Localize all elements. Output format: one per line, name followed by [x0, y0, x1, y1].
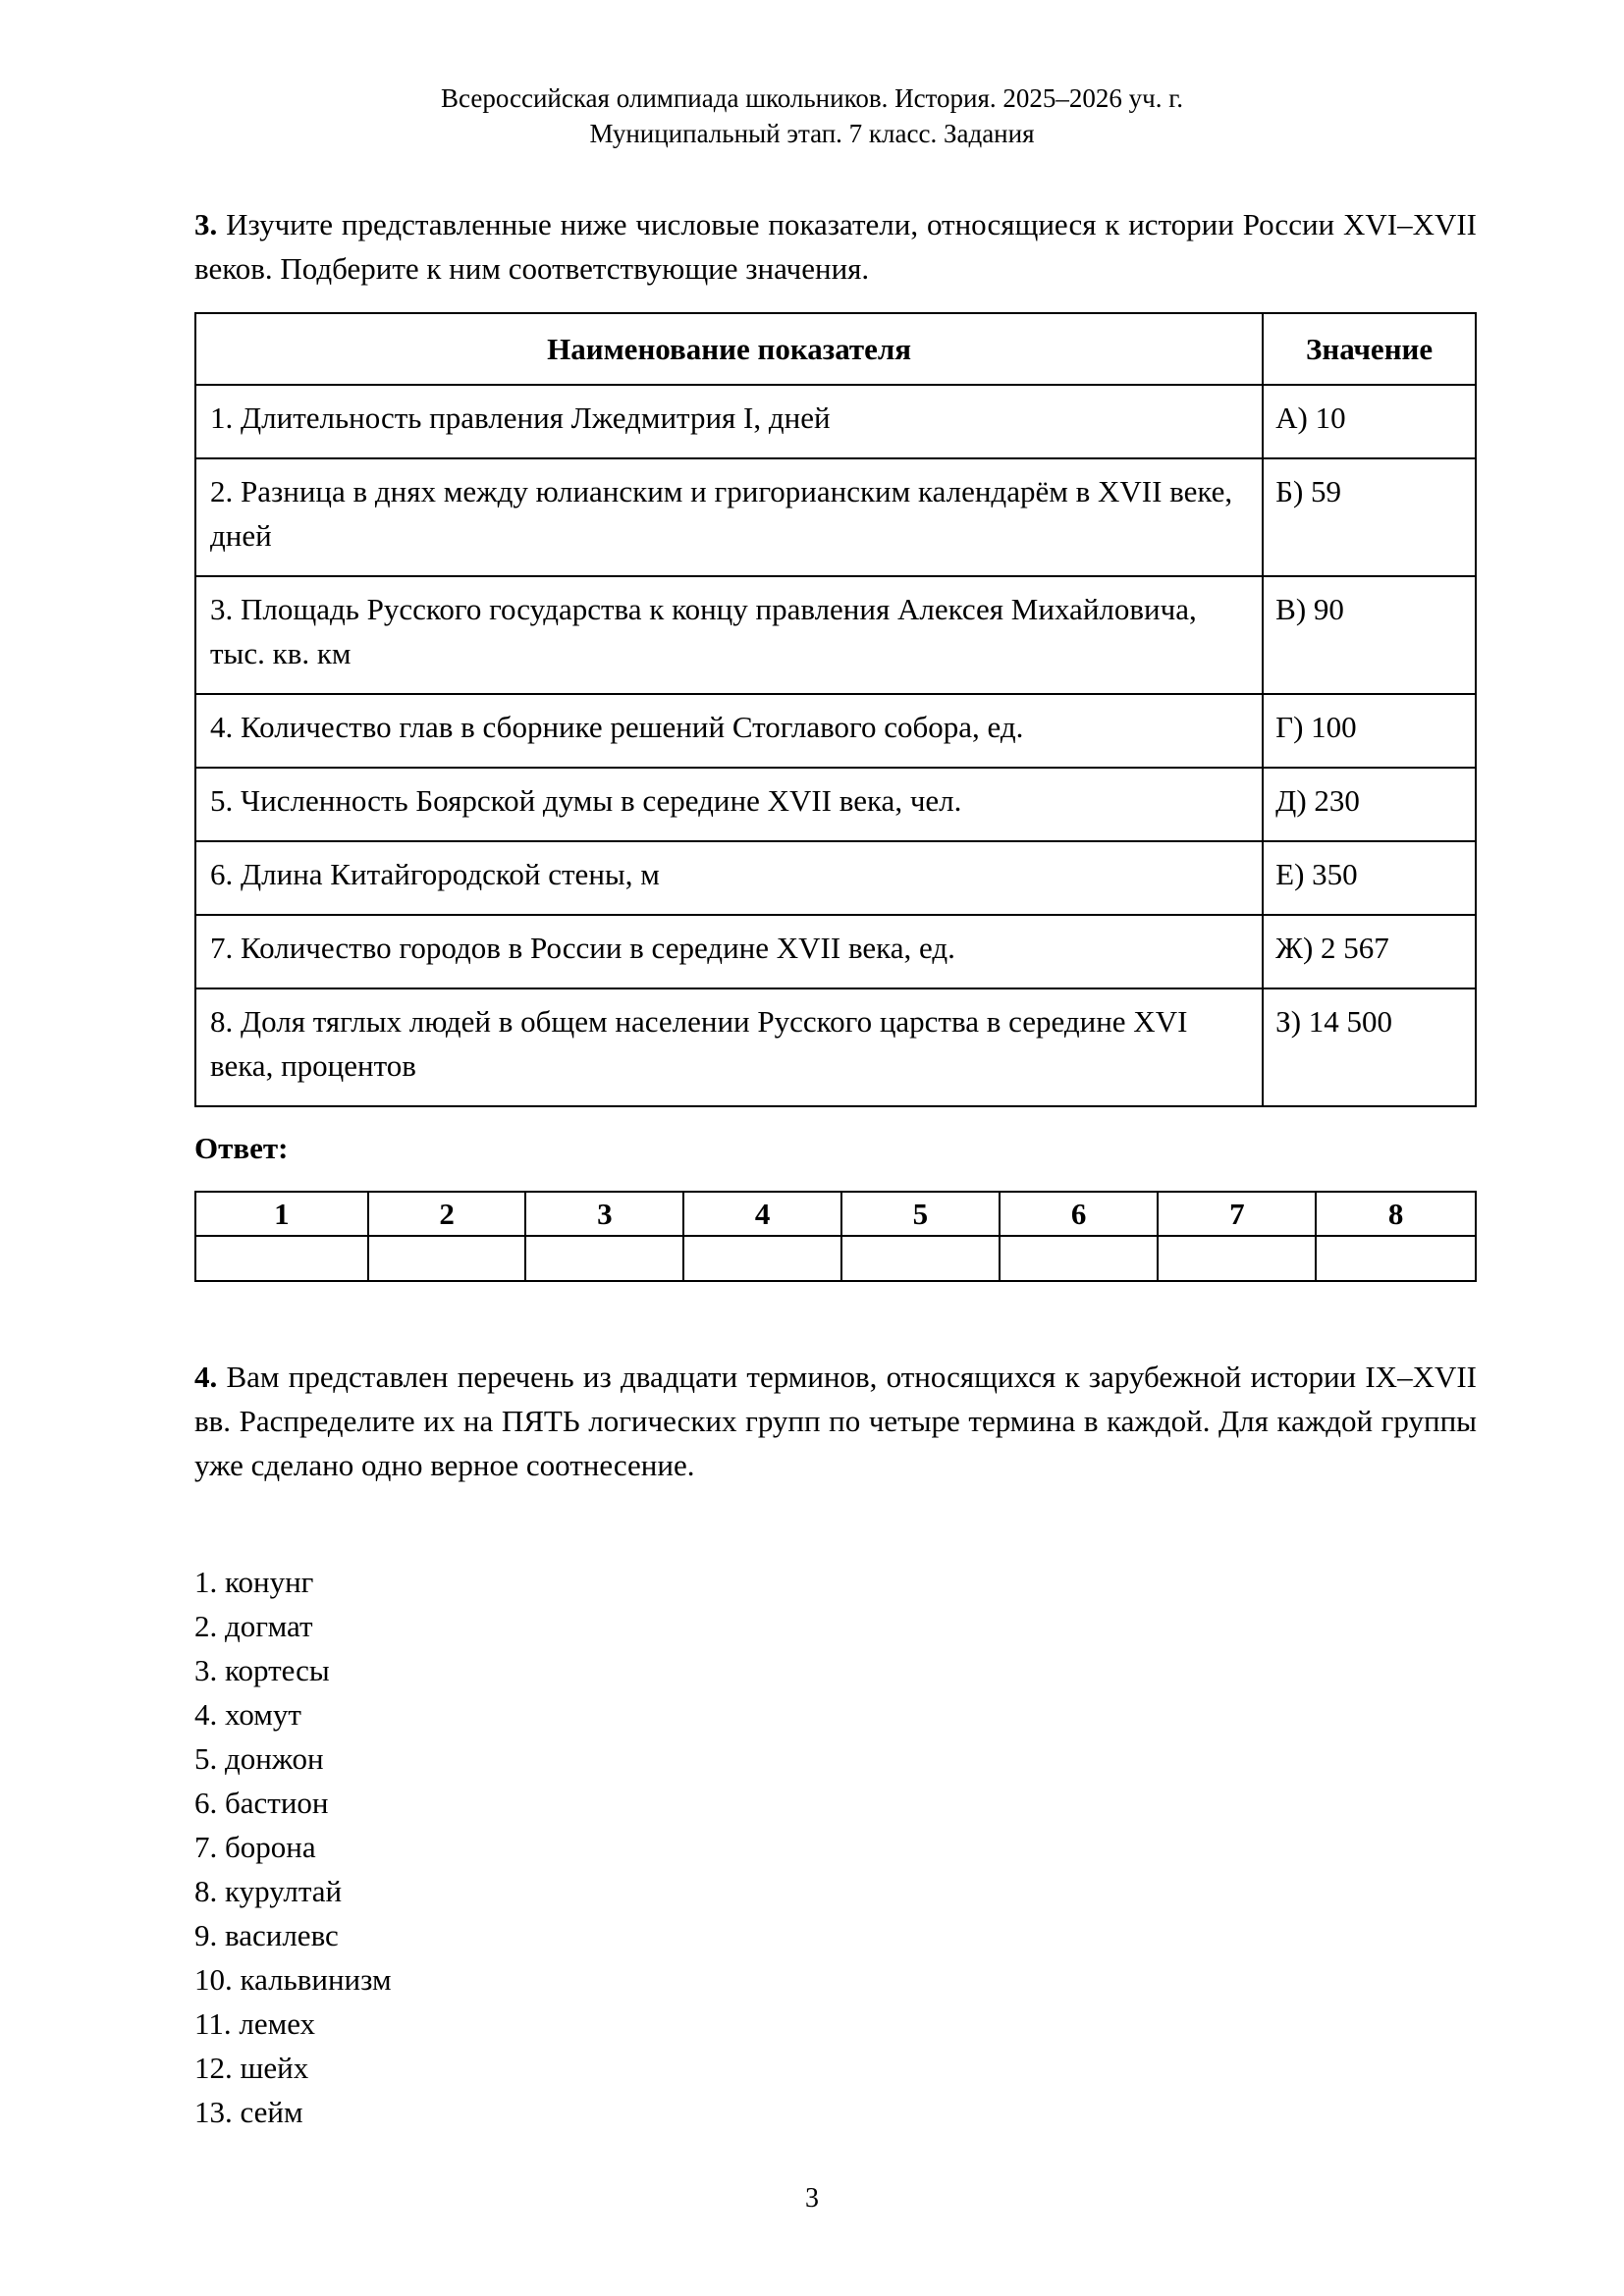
indicator-cell: 8. Доля тяглых людей в общем населении Русского царства в середине XVI века, процентов	[195, 988, 1263, 1106]
answer-cell-1[interactable]	[195, 1236, 368, 1281]
indicator-cell: 5. Численность Боярской думы в середине XVII века, чел.	[195, 768, 1263, 841]
table-row	[195, 841, 1476, 915]
indicator-cell: 7. Количество городов в России в середине XVII века, ед.	[195, 915, 1263, 988]
table-row	[195, 385, 1476, 458]
answer-table	[194, 1191, 1477, 1282]
task4-prompt	[194, 1355, 1477, 1487]
term-item: 1. конунг	[194, 1565, 314, 1599]
value-cell: А) 10	[1263, 385, 1476, 458]
indicators-table	[194, 312, 1477, 1107]
answer-cell-4[interactable]	[683, 1236, 841, 1281]
task4-text: Вам представлен перечень из двадцати терминов, относящихся к зарубежной истории IX–XVII вв. Распределите их на ПЯТЬ логических групп по четыре термина в каждой. Для каждой группы уже сделано одно верное соотнесение.	[194, 1360, 1477, 1482]
answer-header-row	[195, 1192, 1476, 1236]
answer-cell-2[interactable]	[368, 1236, 526, 1281]
indicator-cell: 6. Длина Китайгородской стены, м	[195, 841, 1263, 915]
table-header-row	[195, 313, 1476, 385]
term-item: 9. василевс	[194, 1918, 339, 1952]
term-item: 4. хомут	[194, 1697, 301, 1732]
answer-column-6: 6	[1000, 1192, 1159, 1236]
task3-prompt	[194, 202, 1477, 291]
value-cell: З) 14 500	[1263, 988, 1476, 1106]
table-row	[195, 458, 1476, 576]
value-cell: Г) 100	[1263, 694, 1476, 768]
table-row	[195, 988, 1476, 1106]
indicator-cell: 2. Разница в днях между юлианским и григорианским календарём в XVII веке, дней	[195, 458, 1263, 576]
answer-column-8: 8	[1316, 1192, 1476, 1236]
term-item: 5. донжон	[194, 1741, 324, 1776]
answer-column-3: 3	[525, 1192, 683, 1236]
column-header-value: Значение	[1263, 313, 1476, 385]
term-item: 6. бастион	[194, 1786, 329, 1820]
task4-number: 4.	[194, 1360, 218, 1394]
answer-column-7: 7	[1158, 1192, 1316, 1236]
term-item: 11. лемех	[194, 2006, 316, 2041]
answer-column-1: 1	[195, 1192, 368, 1236]
table-row	[195, 768, 1476, 841]
header-line-1: Всероссийская олимпиада школьников. История. 2025–2026 уч. г.	[441, 83, 1183, 113]
answer-label: Ответ:	[194, 1131, 289, 1165]
value-cell: Ж) 2 567	[1263, 915, 1476, 988]
answer-cell-5[interactable]	[841, 1236, 1000, 1281]
table-row	[195, 915, 1476, 988]
indicator-cell: 4. Количество глав в сборнике решений Стоглавого собора, ед.	[195, 694, 1263, 768]
value-cell: В) 90	[1263, 576, 1476, 694]
term-item: 2. догмат	[194, 1609, 313, 1643]
value-cell: Е) 350	[1263, 841, 1476, 915]
answer-input-row	[195, 1236, 1476, 1281]
task3-text: Изучите представленные ниже числовые показатели, относящиеся к истории России XVI–XVII веков. Подберите к ним соответствующие значения.	[194, 207, 1477, 286]
term-item: 13. сейм	[194, 2095, 303, 2129]
answer-column-5: 5	[841, 1192, 1000, 1236]
answer-cell-8[interactable]	[1316, 1236, 1476, 1281]
header-line-2: Муниципальный этап. 7 класс. Задания	[589, 119, 1035, 148]
answer-column-2: 2	[368, 1192, 526, 1236]
page-number: 3	[805, 2183, 819, 2214]
terms-list	[194, 1560, 392, 2134]
table-row	[195, 694, 1476, 768]
table-row	[195, 576, 1476, 694]
term-item: 8. курултай	[194, 1874, 343, 1908]
value-cell: Д) 230	[1263, 768, 1476, 841]
answer-cell-6[interactable]	[1000, 1236, 1159, 1281]
term-item: 3. кортесы	[194, 1653, 330, 1687]
term-item: 7. борона	[194, 1830, 316, 1864]
answer-column-4: 4	[683, 1192, 841, 1236]
task3-number: 3.	[194, 207, 218, 241]
answer-cell-7[interactable]	[1158, 1236, 1316, 1281]
indicator-cell: 3. Площадь Русского государства к концу правления Алексея Михайловича, тыс. кв. км	[195, 576, 1263, 694]
answer-cell-3[interactable]	[525, 1236, 683, 1281]
indicator-cell: 1. Длительность правления Лжедмитрия I, дней	[195, 385, 1263, 458]
term-item: 12. шейх	[194, 2051, 309, 2085]
term-item: 10. кальвинизм	[194, 1962, 392, 1997]
column-header-indicator: Наименование показателя	[195, 313, 1263, 385]
value-cell: Б) 59	[1263, 458, 1476, 576]
